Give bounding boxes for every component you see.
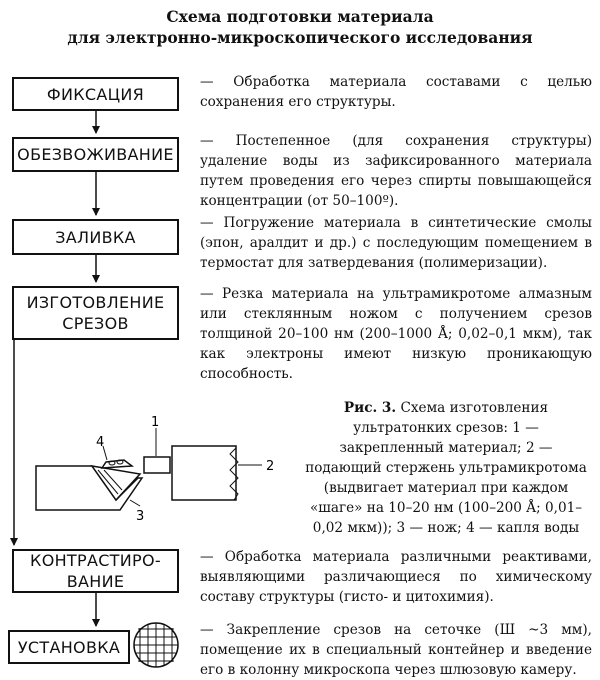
step-label-line1: ИЗГОТОВЛЕНИЕ (26, 293, 165, 312)
grid-icon (134, 623, 178, 667)
step-label: ФИКСАЦИЯ (46, 84, 145, 104)
label-2: 2 (266, 459, 275, 474)
step-label: УСТАНОВКА (17, 637, 121, 657)
step-box-contrasting (12, 549, 179, 593)
page-title: Схема подготовки материала (166, 7, 434, 26)
step-box-fixation (12, 77, 179, 111)
step-box-dehydration (12, 137, 179, 172)
step-desc-sectioning: — Резка материала на ультрамикротоме алмазным или стеклянным ножом с получением срезов толщиной 20–100 нм (200–1000 Å; 0,02–0,1 мкм), так как электроны имеют низкую проникающую способность. (200, 286, 592, 382)
step-label-line2: СРЕЗОВ (62, 314, 129, 333)
label-3: 3 (136, 509, 145, 524)
step-label-line2: ВАНИЕ (66, 572, 125, 591)
step-box-embedding (12, 219, 179, 255)
label-1: 1 (151, 415, 160, 430)
caption-text: Схема изготовления ультратонких срезов: 1 — закрепленный материал; 2 — подающий стержень ультрамикротома (выдвигает материал при каждом «шаге» на 10–20 нм (100–200 Å; 0,01–0,02 мкм)); 3 — нож; 4 — капля воды (305, 400, 587, 536)
feeding-rod (172, 446, 236, 500)
step-label: ОБЕЗВОЖИВАНИЕ (17, 145, 174, 164)
step-desc-fixation: — Обработка материала составами с целью сохранения его структуры. (200, 74, 592, 110)
step-box-sectioning (12, 286, 179, 340)
step-desc-embedding: — Погружение материала в синтетические смолы (эпон, аралдит и др.) с последующим помещением в термостат для затвердевания (полимеризации). (200, 215, 592, 271)
microtome-illustration (36, 428, 262, 510)
specimen-block (144, 457, 170, 473)
label-4: 4 (96, 435, 105, 450)
page-subtitle: для электронно-микроскопического исследования (67, 28, 533, 47)
step-desc-contrasting: — Обработка материала различными реактивами, выявляющими различающиеся по химическому составу структуры (гисто- и цитохимия). (200, 549, 592, 605)
step-box-mounting (8, 630, 130, 664)
step-desc-mounting: — Закрепление срезов на сеточке (Ш ~3 мм), помещение их в специальный контейнер и введение его в колонну микроскопа через шлюзовую камеру. (200, 622, 592, 678)
figure-caption (300, 398, 592, 538)
caption-number: Рис. 3. (343, 400, 397, 416)
step-desc-dehydration: — Постепенное (для сохранения структуры) удаление воды из зафиксированного материала путем проведения его через спирты повышающейся концентрации (от 50–100º). (200, 133, 592, 209)
step-label-line1: КОНТРАСТИРО- (30, 551, 161, 570)
step-label: ЗАЛИВКА (55, 227, 136, 247)
